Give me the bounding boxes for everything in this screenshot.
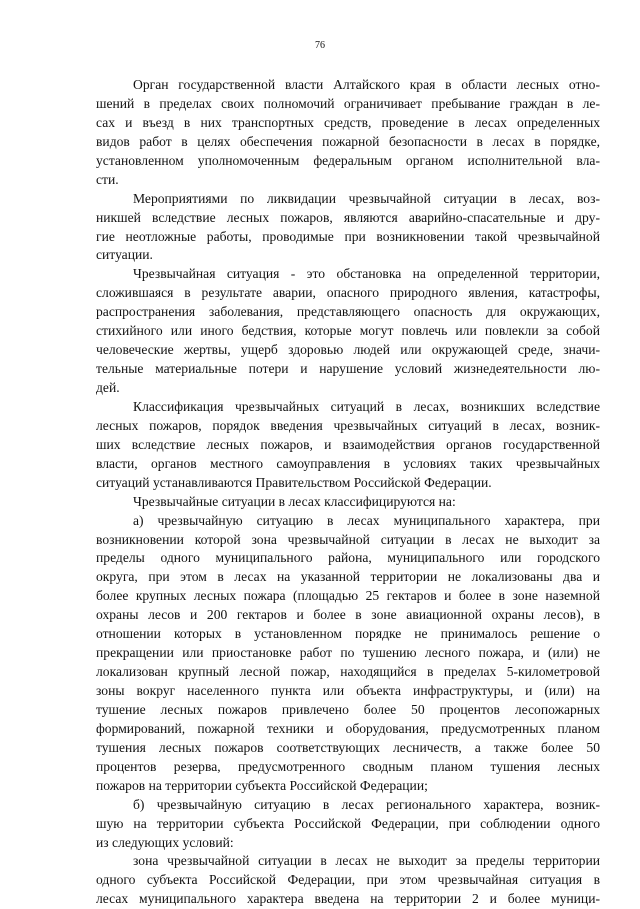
text-line: Чрезвычайная ситуация - это обстановка на определенной территории, bbox=[133, 266, 600, 282]
document-body bbox=[96, 76, 600, 909]
text-line: шений в пределах своих полномочий ограничивает пребывание граждан в ле- bbox=[96, 95, 600, 111]
text-line: установленном уполномоченным федеральным органом исполнительной вла- bbox=[96, 152, 600, 168]
text-line: Классификация чрезвычайных ситуаций в лесах, возникших вследствие bbox=[133, 398, 600, 414]
text-line: стихийного или иного бедствия, которые могут повлечь или повлекли за собой bbox=[96, 323, 600, 339]
text-line: лесных пожаров, порядок введения чрезвычайных ситуаций в лесах, возник- bbox=[96, 417, 600, 433]
text-line: сти. bbox=[96, 171, 119, 187]
text-line: из следующих условий: bbox=[96, 834, 234, 850]
text-line: Чрезвычайные ситуации в лесах классифицируются на: bbox=[133, 493, 456, 509]
text-line: сах и въезд в них транспортных средств, проведение в лесах определенных bbox=[96, 114, 600, 130]
text-line: прекращении или приостановке работ по тушению лесного пожара, и (или) не bbox=[96, 645, 600, 661]
text-line: гие неотложные работы, проводимые при возникновении такой чрезвычайной bbox=[96, 228, 600, 244]
text-line: процентов резерва, предусмотренного сводным планом тушения лесных bbox=[96, 758, 600, 774]
text-line: распространения заболевания, представляющего опасность для окружающих, bbox=[96, 304, 600, 320]
text-line: тушение лесных пожаров привлечено более 50 процентов лесопожарных bbox=[96, 701, 600, 717]
text-line: более крупных лесных пожара (площадью 25 гектаров и более в зоне наземной bbox=[96, 588, 600, 604]
text-line: а) чрезвычайную ситуацию в лесах муниципального характера, при bbox=[133, 512, 600, 528]
text-line: никшей вследствие лесных пожаров, являются аварийно-спасательные и дру- bbox=[96, 209, 600, 225]
text-line: ших вследствие лесных пожаров, и взаимодействия органов государственной bbox=[96, 436, 600, 452]
text-line: одного субъекта Российской Федерации, при этом чрезвычайная ситуация в bbox=[96, 872, 600, 888]
text-line: сложившаяся в результате аварии, опасного природного явления, катастрофы, bbox=[96, 285, 600, 301]
text-line: отношении которых в установленном порядке не принималось решение о bbox=[96, 626, 600, 642]
text-line: видов работ в целях обеспечения пожарной безопасности в лесах в порядке, bbox=[96, 133, 600, 149]
text-line: б) чрезвычайную ситуацию в лесах регионального характера, возник- bbox=[133, 796, 600, 812]
text-line: охраны лесов и 200 гектаров и более в зоне авиационной охраны лесов), в bbox=[96, 607, 600, 623]
text-line: тельные материальные потери и нарушение условий жизнедеятельности лю- bbox=[96, 361, 600, 377]
text-line: округа, при этом в лесах на указанной территории не локализованы два и bbox=[96, 569, 600, 585]
text-line: возникновении которой зона чрезвычайной ситуации в лесах не выходит за bbox=[96, 531, 600, 547]
text-line: ситуаций устанавливаются Правительством Российской Федерации. bbox=[96, 474, 492, 490]
text-line: зоны вокруг населенного пункта или объекта инфраструктуры, и (или) на bbox=[96, 683, 600, 698]
text-line: Орган государственной власти Алтайского края в области лесных отно- bbox=[133, 77, 600, 92]
text-line: пожаров на территории субъекта Российской Федерации; bbox=[96, 777, 428, 793]
text-line: власти, органов местного самоуправления в условиях таких чрезвычайных bbox=[96, 455, 600, 471]
text-line: лесах муниципального характера введена на территории 2 и более муници- bbox=[96, 891, 600, 907]
text-line: формирований, пожарной техники и оборудования, предусмотренных планом bbox=[96, 720, 600, 736]
text-line: человеческие жертвы, ущерб здоровью людей или окружающей среде, значи- bbox=[96, 342, 600, 358]
text-line: пределы одного муниципального района, муниципального или городского bbox=[96, 550, 600, 566]
text-line: шую на территории субъекта Российской Федерации, при соблюдении одного bbox=[96, 815, 600, 831]
text-line: Мероприятиями по ликвидации чрезвычайной ситуации в лесах, воз- bbox=[133, 190, 600, 206]
text-line: ситуации. bbox=[96, 247, 153, 263]
text-line: тушения лесных пожаров соответствующих лесничеств, а также более 50 bbox=[96, 739, 600, 755]
text-line: дей. bbox=[96, 380, 120, 395]
text-line: локализован крупный лесной пожар, находящийся в пределах 5-километровой bbox=[96, 664, 600, 680]
text-line: зона чрезвычайной ситуации в лесах не выходит за пределы территории bbox=[133, 853, 600, 869]
page-number: 76 bbox=[315, 40, 325, 51]
